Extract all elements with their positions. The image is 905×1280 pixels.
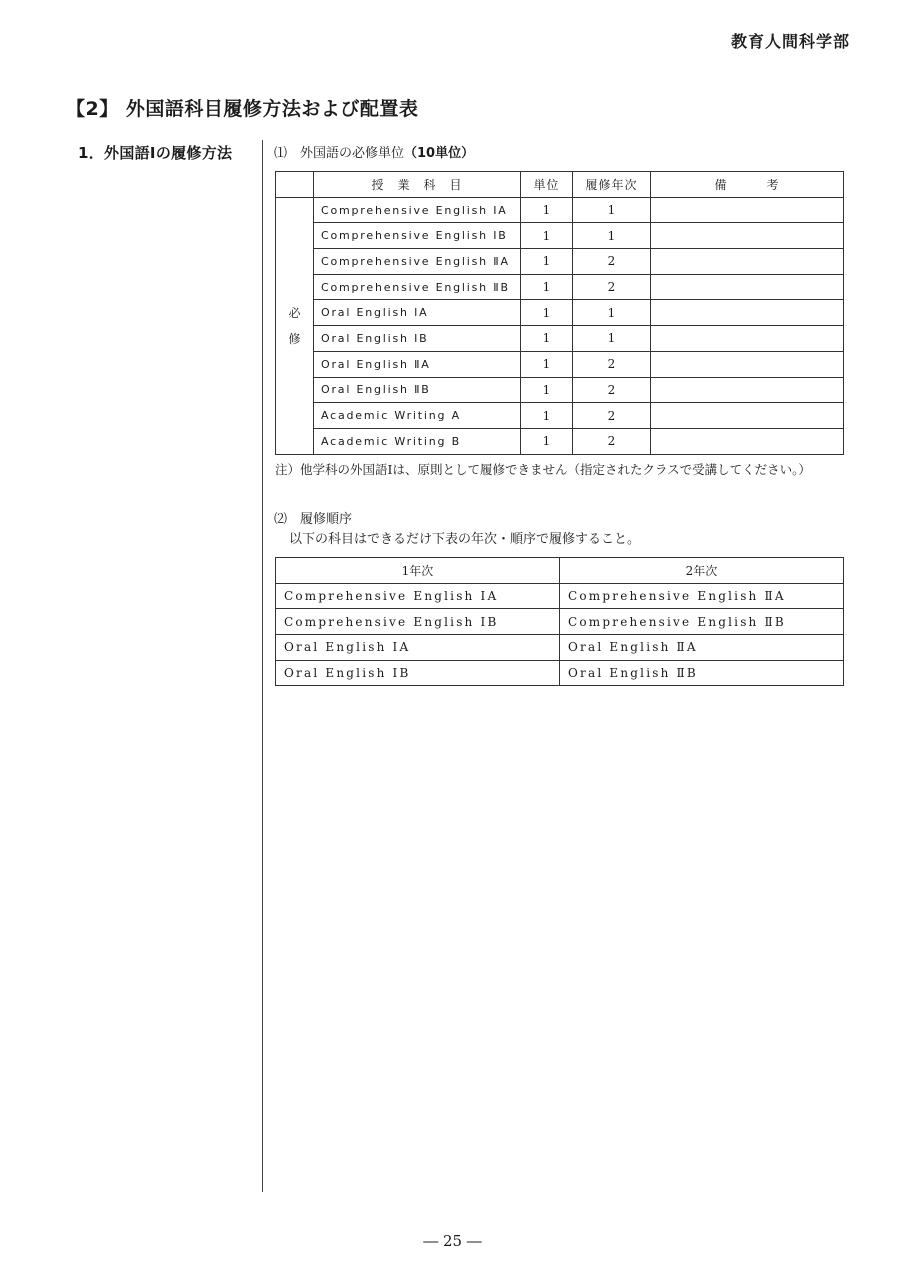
table-row: [276, 583, 844, 609]
required-credits-table: [275, 171, 844, 455]
side-heading: 1．外国語Ⅰの履修方法: [78, 144, 233, 162]
credits-cell: 1: [521, 428, 573, 454]
year1-course-cell: Oral English ⅠA: [276, 635, 560, 661]
remarks-cell: [651, 326, 844, 352]
subject-cell: Oral English ⅠA: [314, 300, 521, 326]
year-cell: 1: [573, 223, 651, 249]
year1-course-cell: Comprehensive English ⅠB: [276, 609, 560, 635]
header-cell-year2: 2年次: [560, 558, 844, 584]
year2-course-cell: Oral English ⅡB: [560, 660, 844, 686]
table-row: [276, 403, 844, 429]
table-row: [276, 351, 844, 377]
subject-cell: Academic Writing B: [314, 428, 521, 454]
category-char: 修: [288, 331, 301, 346]
table-row: [276, 428, 844, 454]
part2-heading: ⑵ 履修順序: [274, 512, 353, 527]
remarks-cell: [651, 197, 844, 223]
section-title: 【2】 外国語科目履修方法および配置表: [66, 98, 419, 120]
part2-description: 以下の科目はできるだけ下表の年次・順序で履修すること。: [289, 532, 641, 547]
year-cell: 1: [573, 326, 651, 352]
remarks-cell: [651, 223, 844, 249]
credits-cell: 1: [521, 351, 573, 377]
remarks-cell: [651, 351, 844, 377]
credits-cell: 1: [521, 274, 573, 300]
table-header-row: [276, 172, 844, 198]
year-cell: 2: [573, 403, 651, 429]
subject-cell: Comprehensive English ⅡB: [314, 274, 521, 300]
table-row: [276, 197, 844, 223]
credits-cell: 1: [521, 249, 573, 275]
subject-cell: Comprehensive English ⅠA: [314, 197, 521, 223]
remarks-cell: [651, 403, 844, 429]
remarks-cell: [651, 249, 844, 275]
year-cell: 2: [573, 377, 651, 403]
credits-cell: 1: [521, 403, 573, 429]
table-header-row: [276, 558, 844, 584]
table-row: [276, 609, 844, 635]
course-order-table: [275, 557, 844, 686]
credits-cell: 1: [521, 197, 573, 223]
credits-cell: 1: [521, 326, 573, 352]
table-row: [276, 635, 844, 661]
table-row: [276, 223, 844, 249]
year2-course-cell: Comprehensive English ⅡA: [560, 583, 844, 609]
category-char: 必: [288, 305, 301, 320]
subject-cell: Comprehensive English ⅠB: [314, 223, 521, 249]
remarks-cell: [651, 377, 844, 403]
subject-cell: Oral English ⅠB: [314, 326, 521, 352]
table-row: [276, 249, 844, 275]
credits-cell: 1: [521, 300, 573, 326]
credits-cell: 1: [521, 223, 573, 249]
table-row: [276, 377, 844, 403]
part1-units: （10単位）: [404, 146, 475, 161]
year-cell: 1: [573, 300, 651, 326]
year-cell: 2: [573, 274, 651, 300]
year-cell: 2: [573, 249, 651, 275]
year2-course-cell: Oral English ⅡA: [560, 635, 844, 661]
vertical-divider: [262, 140, 263, 1192]
header-cell-credits: 単位: [521, 172, 573, 198]
subject-cell: Oral English ⅡB: [314, 377, 521, 403]
header-cell-subject: 授 業 科 目: [314, 172, 521, 198]
year1-course-cell: Comprehensive English ⅠA: [276, 583, 560, 609]
footnote: 注）他学科の外国語Ⅰは、原則として履修できません（指定されたクラスで受講してください。）: [275, 462, 811, 477]
part1-heading: [274, 142, 474, 161]
subject-cell: Academic Writing A: [314, 403, 521, 429]
subject-cell: Oral English ⅡA: [314, 351, 521, 377]
header-cell-year1: 1年次: [276, 558, 560, 584]
credits-cell: 1: [521, 377, 573, 403]
table-row: [276, 326, 844, 352]
table-row: [276, 660, 844, 686]
year-cell: 2: [573, 351, 651, 377]
header-cell-blank: [276, 172, 314, 198]
header-cell-year: 履修年次: [573, 172, 651, 198]
part1-label: ⑴ 外国語の必修単位: [274, 146, 405, 161]
subject-cell: Comprehensive English ⅡA: [314, 249, 521, 275]
table-row: [276, 300, 844, 326]
year-cell: 2: [573, 428, 651, 454]
year-cell: 1: [573, 197, 651, 223]
remarks-cell: [651, 300, 844, 326]
header-cell-remarks: 備 考: [651, 172, 844, 198]
page-number: ― 25 ―: [423, 1232, 482, 1250]
year1-course-cell: Oral English ⅠB: [276, 660, 560, 686]
table-row: [276, 274, 844, 300]
faculty-header: 教育人間科学部: [730, 32, 850, 51]
year2-course-cell: Comprehensive English ⅡB: [560, 609, 844, 635]
remarks-cell: [651, 428, 844, 454]
category-cell: [276, 197, 314, 454]
remarks-cell: [651, 274, 844, 300]
